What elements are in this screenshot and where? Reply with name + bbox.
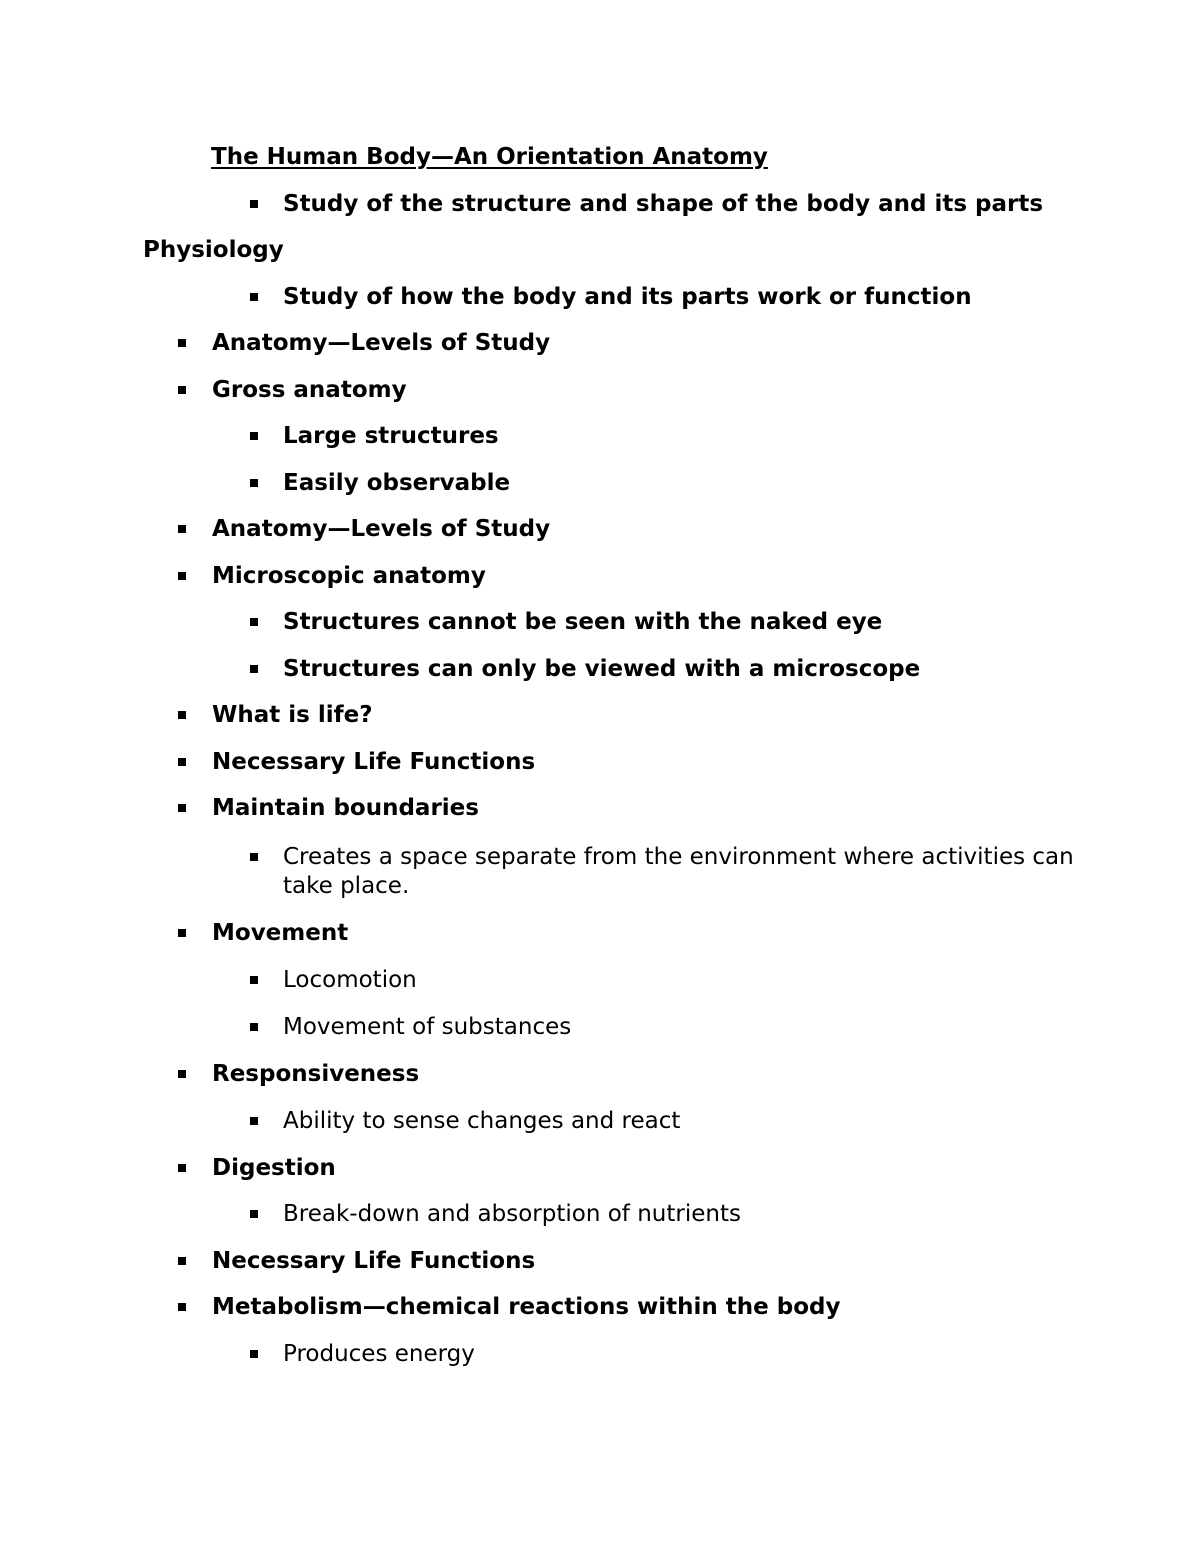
list-item: Anatomy—Levels of Study xyxy=(212,330,551,356)
bullet-icon xyxy=(178,1303,186,1311)
list-item: Easily observable xyxy=(283,470,511,496)
list-item: What is life? xyxy=(212,702,373,728)
bullet-icon xyxy=(178,339,186,347)
bullet-icon xyxy=(178,758,186,766)
bullet-icon xyxy=(250,293,258,301)
list-item: Gross anatomy xyxy=(212,377,407,403)
list-item: Locomotion xyxy=(283,967,417,993)
bullet-icon xyxy=(250,665,258,673)
list-item: Maintain boundaries xyxy=(212,795,479,821)
list-item: Movement of substances xyxy=(283,1014,572,1040)
list-item: Movement xyxy=(212,920,349,946)
bullet-icon xyxy=(250,853,258,861)
bullet-icon xyxy=(250,1117,258,1125)
list-item: Study of how the body and its parts work or function xyxy=(283,284,972,310)
bullet-icon xyxy=(250,1350,258,1358)
list-item: Ability to sense changes and react xyxy=(283,1108,681,1134)
document-title: The Human Body—An Orientation Anatomy xyxy=(211,144,768,170)
list-item: Large structures xyxy=(283,423,499,449)
bullet-icon xyxy=(250,479,258,487)
bullet-icon xyxy=(250,432,258,440)
list-item: Necessary Life Functions xyxy=(212,749,536,775)
list-item: Responsiveness xyxy=(212,1061,420,1087)
bullet-icon xyxy=(250,618,258,626)
list-item: Digestion xyxy=(212,1155,336,1181)
bullet-icon xyxy=(250,976,258,984)
list-item: Produces energy xyxy=(283,1341,475,1367)
bullet-icon xyxy=(178,711,186,719)
list-item: Structures cannot be seen with the naked eye xyxy=(283,609,883,635)
bullet-icon xyxy=(178,525,186,533)
list-item: Study of the structure and shape of the body and its parts xyxy=(283,191,1044,217)
list-item: Necessary Life Functions xyxy=(212,1248,536,1274)
bullet-icon xyxy=(250,1210,258,1218)
list-item: Microscopic anatomy xyxy=(212,563,486,589)
list-item: Break-down and absorption of nutrients xyxy=(283,1201,741,1227)
list-item: Anatomy—Levels of Study xyxy=(212,516,551,542)
bullet-icon xyxy=(178,804,186,812)
bullet-icon xyxy=(178,929,186,937)
list-item: Creates a space separate from the environment where activities can take place. xyxy=(283,844,1074,899)
bullet-icon xyxy=(178,572,186,580)
bullet-icon xyxy=(250,1023,258,1031)
bullet-icon xyxy=(178,1257,186,1265)
list-item: Metabolism—chemical reactions within the body xyxy=(212,1294,841,1320)
bullet-icon xyxy=(250,200,258,208)
bullet-icon xyxy=(178,1164,186,1172)
bullet-icon xyxy=(178,1070,186,1078)
section-heading: Physiology xyxy=(143,237,284,263)
list-item: Structures can only be viewed with a microscope xyxy=(283,656,921,682)
bullet-icon xyxy=(178,386,186,394)
